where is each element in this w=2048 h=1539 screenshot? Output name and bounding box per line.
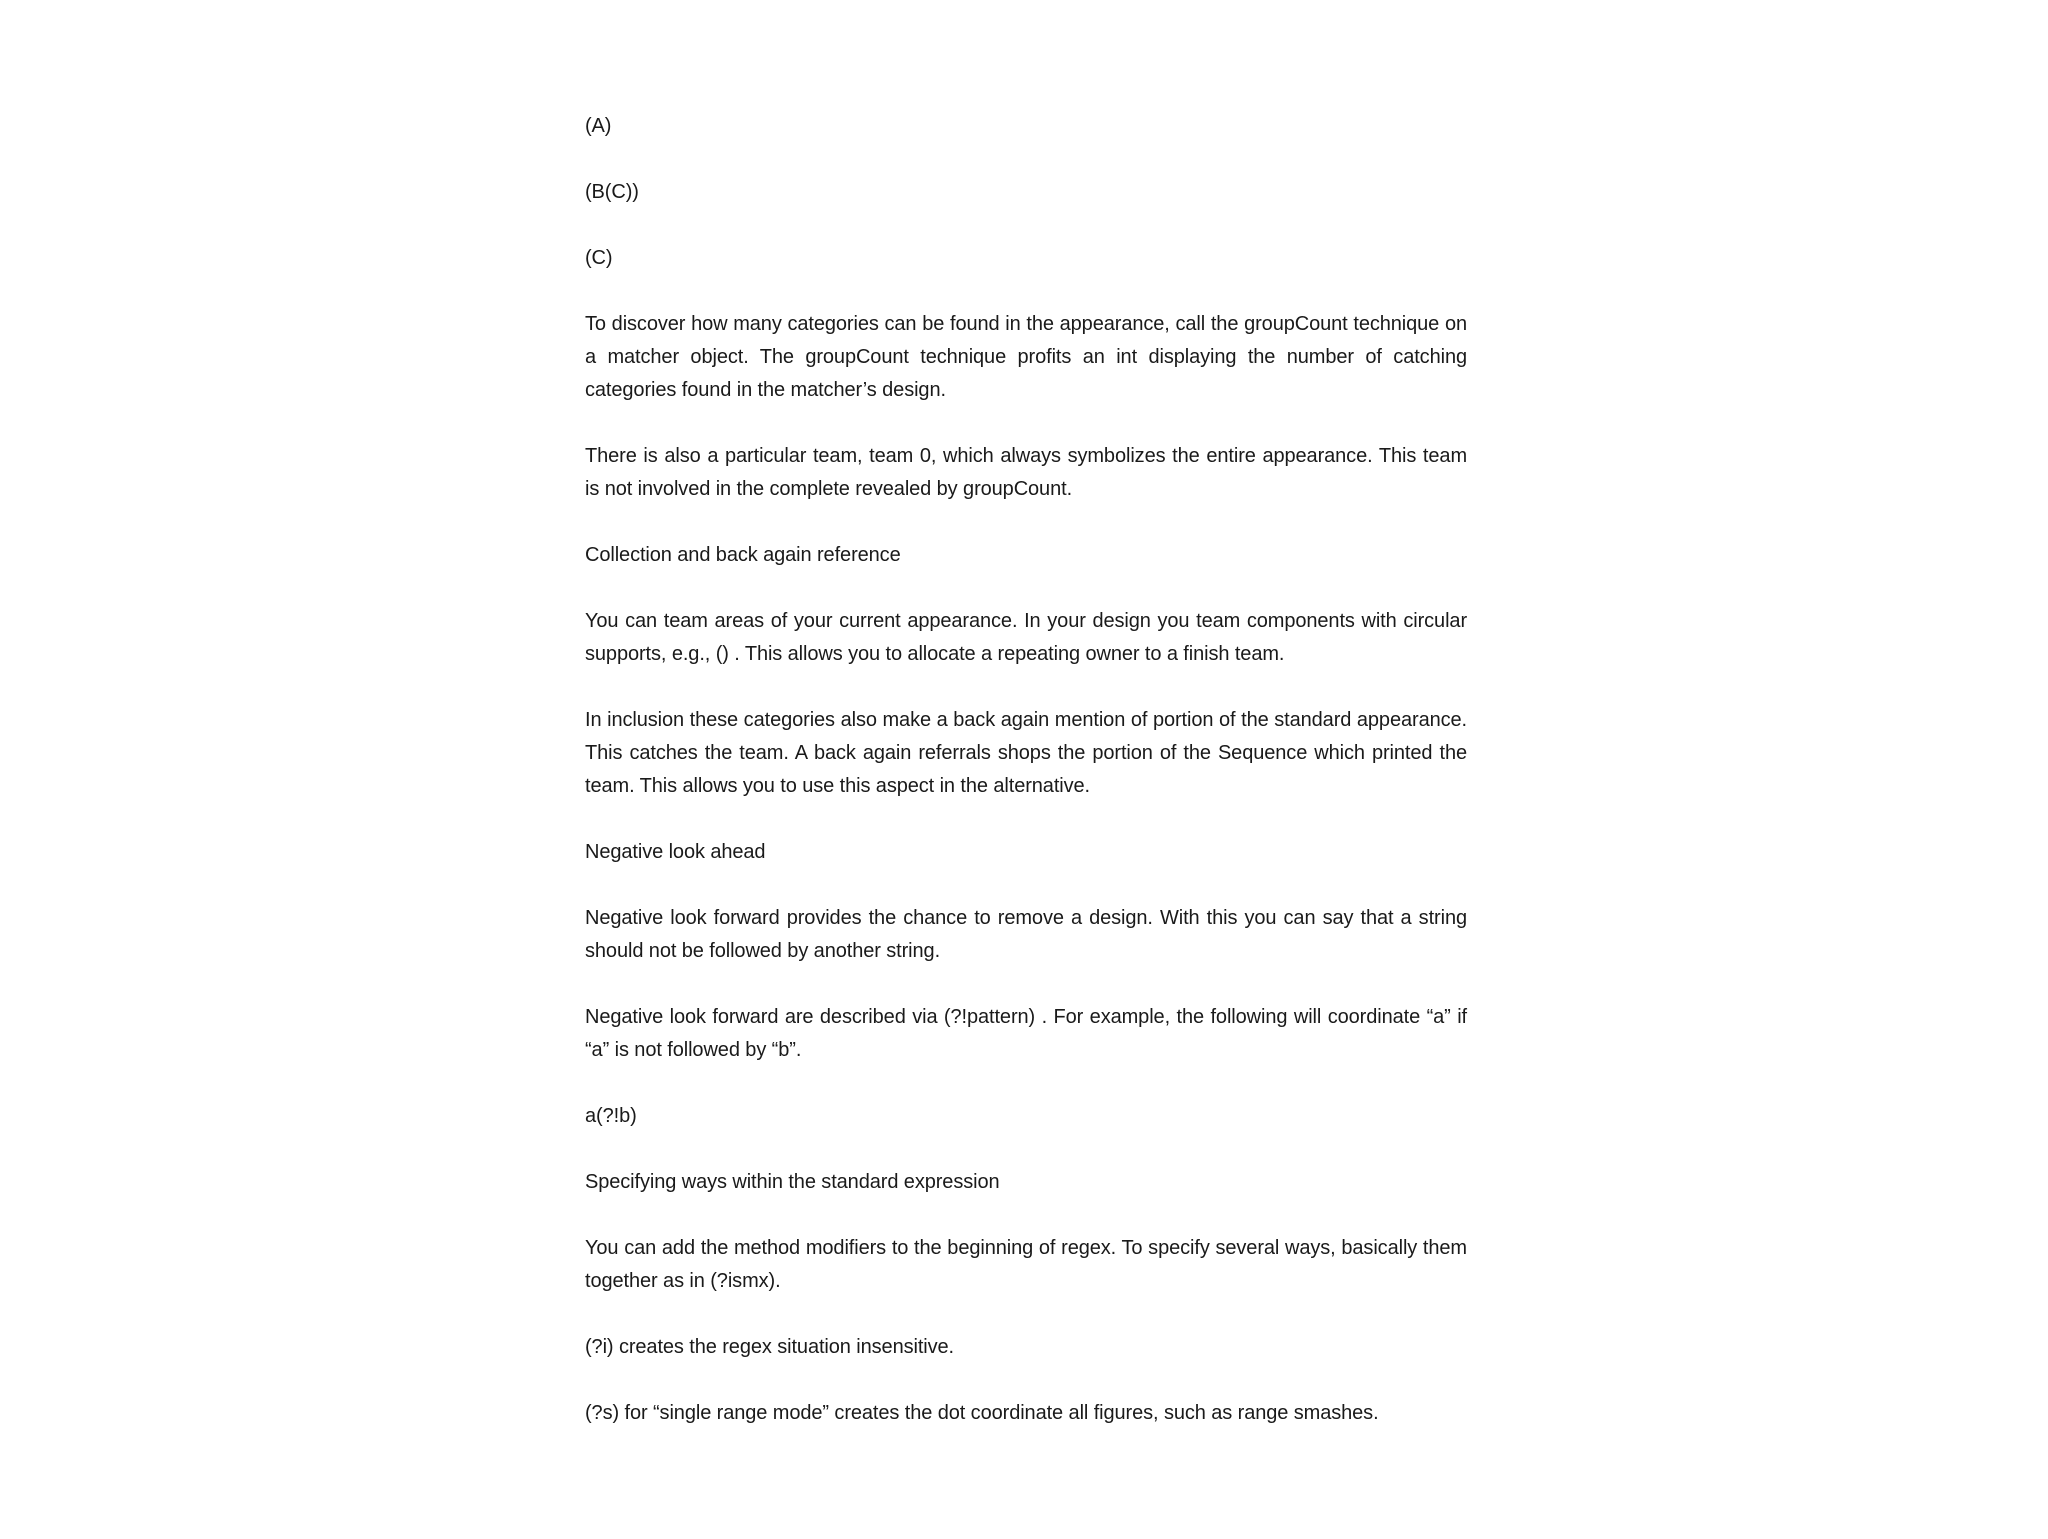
negative-lookahead-paragraph: Negative look forward provides the chance to remove a design. With this you can say that a string should not be followed by another string. — [585, 907, 1467, 962]
section-heading-grouping: Collection and back again reference — [585, 544, 901, 566]
mode-s-paragraph: (?s) for “single range mode” creates the dot coordinate all figures, such as range smashes. — [585, 1402, 1379, 1424]
group-zero-paragraph: There is also a particular team, team 0, which always symbolizes the entire appearance. This team is not involved in the complete revealed by groupCount. — [585, 445, 1467, 500]
group-example-a: (A) — [585, 115, 612, 137]
back-reference-paragraph: In inclusion these categories also make a back again mention of portion of the standard appearance. This catches the team. A back again referrals shops the portion of the Sequence which printed the team. This allows you to use this aspect in the alternative. — [585, 709, 1467, 797]
group-example-bc: (B(C)) — [585, 181, 639, 203]
lookahead-example: a(?!b) — [585, 1105, 637, 1127]
group-example-c: (C) — [585, 247, 613, 269]
grouping-paragraph: You can team areas of your current appearance. In your design you team components with circular supports, e.g., () . This allows you to allocate a repeating owner to a finish team. — [585, 610, 1467, 665]
negative-lookahead-syntax-paragraph: Negative look forward are described via (?!pattern) . For example, the following will coordinate “a” if “a” is not followed by “b”. — [585, 1006, 1467, 1061]
group-count-paragraph: To discover how many categories can be found in the appearance, call the groupCount technique on a matcher object. The groupCount technique profits an int displaying the number of catching categories found in the matcher’s design. — [585, 313, 1467, 401]
mode-i-paragraph: (?i) creates the regex situation insensitive. — [585, 1336, 955, 1358]
section-heading-modes: Specifying ways within the standard expression — [585, 1171, 1000, 1193]
document-body — [585, 110, 1467, 1463]
modifiers-paragraph: You can add the method modifiers to the beginning of regex. To specify several ways, basically them together as in (?ismx). — [585, 1237, 1467, 1292]
section-heading-negative-lookahead: Negative look ahead — [585, 841, 766, 863]
